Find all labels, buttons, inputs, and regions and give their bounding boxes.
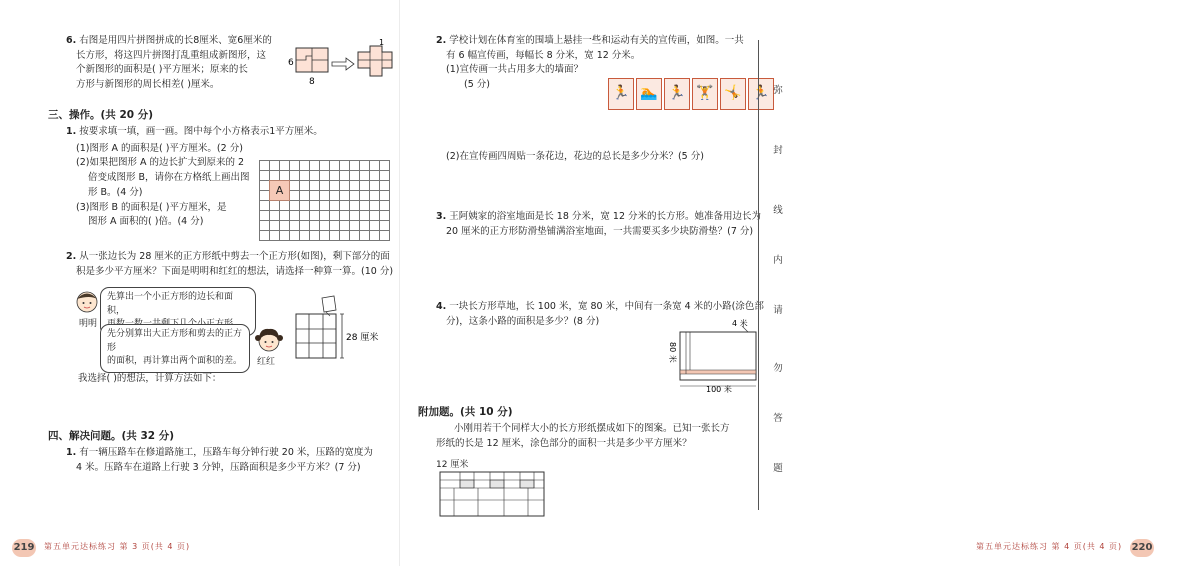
page-number: 219 <box>12 539 36 557</box>
footer-text: 第五单元达标练习 第 3 页(共 4 页) <box>44 542 191 551</box>
label-1: 1 <box>379 38 385 47</box>
seal-char: 弥 <box>773 85 783 96</box>
seal-char: 请 <box>773 305 783 316</box>
label-100m: 100 米 <box>706 385 732 394</box>
question-number: 2. <box>66 251 77 262</box>
seal-char: 答 <box>773 413 783 424</box>
rectangle-pattern-diagram <box>438 468 548 524</box>
seal-char: 题 <box>773 463 783 474</box>
question-number: 6. <box>66 35 77 46</box>
seal-char: 线 <box>773 205 783 216</box>
right-footer <box>800 537 1200 559</box>
left-page <box>0 0 400 566</box>
q1-part3b: 图形 A 面积的( )倍。(4 分) <box>88 216 204 228</box>
shape-a <box>269 180 290 201</box>
poster-strip <box>608 78 774 110</box>
question-number: 1. <box>66 126 77 137</box>
seal-char: 封 <box>773 145 783 156</box>
q1-part2b: 倍变成图形 B，请你在方格纸上画出图 <box>88 172 250 184</box>
q6-line1: 右图是用四片拼图拼成的长8厘米、宽6厘米的 <box>79 35 272 46</box>
shape-a-label: A <box>275 183 284 197</box>
section-3-title: 三、操作。(共 20 分) <box>48 109 154 121</box>
lawn-path-diagram <box>662 318 762 394</box>
label-80m: 80 米 <box>668 342 677 363</box>
honghong-avatar <box>254 326 284 358</box>
q6-line4: 方形与新图形的周长相差( )厘米。 <box>76 79 220 91</box>
cut-square-diagram <box>292 290 392 366</box>
s4-question-1 <box>66 446 386 475</box>
q2-line1: 从一张边长为 28 厘米的正方形纸中剪去一个正方形(如图)，剩下部分的面 <box>79 251 390 262</box>
s4q1-line1: 有一辆压路车在修道路施工，压路车每分钟行驶 20 米，压路的宽度为 <box>79 447 373 458</box>
seal-line-margin <box>758 40 798 510</box>
label-12cm: 12 厘米 <box>436 460 469 470</box>
puzzle-diagram <box>286 38 396 88</box>
mingming-name: 明明 <box>79 319 98 329</box>
swimmer-icon: 🏊 <box>636 78 662 110</box>
question-number: 1. <box>66 447 77 458</box>
rq3-line1: 王阿姨家的浴室地面是长 18 分米，宽 12 分米的长方形。她准备用边长为 <box>449 211 762 222</box>
rq2-part2: (2)在宣传画四周贴一条花边，花边的总长是多少分米？(5 分) <box>446 151 704 162</box>
question-number: 4. <box>436 301 447 312</box>
honghong-name: 红红 <box>257 357 276 367</box>
honghong-bubble-line2: 的面积，再计算出两个面积的差。 <box>107 356 243 366</box>
bonus-question <box>436 422 774 451</box>
section-4-title: 四、解决问题。(共 32 分) <box>48 430 175 442</box>
dimension-28cm: 28 厘米 <box>346 333 379 343</box>
q1-part3a: (3)图形 B 的面积是( )平方厘米，是 <box>76 201 227 213</box>
rq4-line2: 分)，这条小路的面积是多少？(8 分) <box>446 315 600 327</box>
honghong-bubble-line1: 先分别算出大正方形和剪去的正方形 <box>107 329 243 353</box>
gymnast-icon: 🤸 <box>720 78 746 110</box>
label-8: 8 <box>309 77 315 87</box>
q2-line2: 积是多少平方厘米？下面是明明和红红的想法，请选择一种算一算。(10 分) <box>76 265 394 277</box>
q6-line2: 长方形，将这四片拼图打乱重组成新图形，这 <box>76 49 267 61</box>
q6-line3: 个新图形的面积是( )平方厘米；原来的长 <box>76 64 248 76</box>
page-number: 220 <box>1130 539 1154 557</box>
q1-intro: 按要求填一填，画一画。图中每个小方格表示1平方厘米。 <box>79 126 323 137</box>
rq2-line2: 有 6 幅宣传画，每幅长 8 分米，宽 12 分米。 <box>446 49 641 61</box>
s4q1-line2: 4 米。压路车在道路上行驶 3 分钟，压路面积是多少平方米？(7 分) <box>76 461 361 473</box>
q1-part2c: 形 B。(4 分) <box>88 186 143 198</box>
choose-method-line: 我选择( )的想法，计算方法如下： <box>78 373 222 384</box>
seal-char: 内 <box>773 255 783 266</box>
bonus-title: 附加题。(共 10 分) <box>418 406 513 418</box>
runner-icon: 🏃 <box>608 78 634 110</box>
weightlifter-icon: 🏋 <box>692 78 718 110</box>
s3-question-2 <box>66 250 396 279</box>
rq2-part1: (1)宣传画一共占用多大的墙面？ <box>446 64 583 76</box>
right-page <box>400 0 1153 566</box>
label-6: 6 <box>288 58 294 68</box>
rq2-part1-score: (5 分) <box>464 79 490 91</box>
bonus-line2: 形纸的长是 12 厘米，涂色部分的面积一共是多少平方厘米？ <box>436 437 692 449</box>
runner-icon: 🏃 <box>748 78 774 110</box>
question-number: 3. <box>436 211 447 222</box>
mingming-avatar <box>74 288 100 318</box>
q1-part1: (1)图形 A 的面积是( )平方厘米。(2 分) <box>76 142 243 154</box>
question-number: 2. <box>436 35 447 46</box>
rq4-line1: 一块长方形草地，长 100 米，宽 80 米，中间有一条宽 4 米的小路(涂色部 <box>449 301 764 312</box>
runner-icon: 🏃 <box>664 78 690 110</box>
seal-char: 勿 <box>773 363 783 374</box>
bonus-line1: 小刚用若干个同样大小的长方形纸摆成如下的图案。已知一张长方 <box>454 423 730 434</box>
r-question-3 <box>436 210 766 239</box>
footer-text: 第五单元达标练习 第 4 页(共 4 页) <box>976 542 1123 551</box>
rq3-line2: 20 厘米的正方形防滑垫铺满浴室地面，一共需要买多少块防滑垫？(7 分) <box>446 225 754 237</box>
left-footer <box>0 537 400 559</box>
question-6 <box>66 34 286 93</box>
rq2-line1: 学校计划在体育室的围墙上悬挂一些和运动有关的宣传画，如图。一共 <box>449 35 744 46</box>
label-4m: 4 米 <box>732 319 748 328</box>
q1-part2a: (2)如果把图形 A 的边长扩大到原来的 2 <box>76 157 245 169</box>
mingming-bubble-line1: 先算出一个小正方形的边长和面积， <box>107 292 234 316</box>
honghong-speech-bubble <box>100 324 250 373</box>
